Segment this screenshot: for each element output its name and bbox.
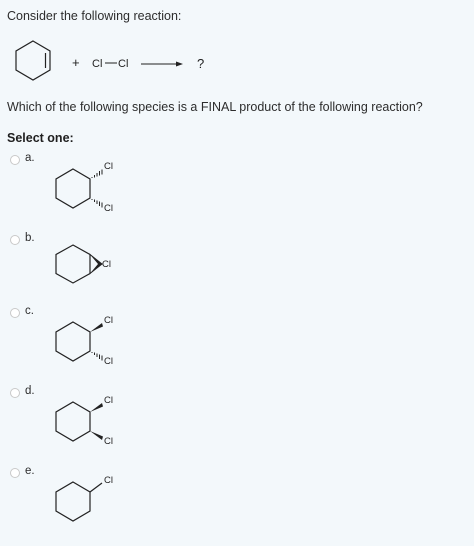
option-a[interactable] [0,152,474,233]
molecule-c [40,308,140,370]
reagent-atom-2: Cl [118,58,129,70]
option-letter-d: d. [25,385,35,397]
chlorine-label-bottom: Cl [104,436,113,447]
chlorine-label-top: Cl [104,161,113,172]
chlorine-label-top: Cl [104,395,113,406]
option-d[interactable] [0,385,474,466]
option-letter-c: c. [25,305,34,317]
hashed-wedge-bottom [92,199,102,208]
molecule-e [40,468,140,530]
solid-wedge-top [90,323,103,332]
cyclohexene-structure [16,41,50,80]
chlorine-label-bottom: Cl [104,203,113,214]
molecule-b [40,235,140,295]
option-letter-e: e. [25,465,35,477]
chloronium-label: Cl [102,259,111,270]
option-letter-a: a. [25,152,35,164]
reagent-atom-1: Cl [92,58,103,70]
wedge-bond-top [90,255,102,265]
question-prompt: Which of the following species is a FINAL product of the following reaction? [7,100,423,114]
reaction-diagram [0,30,474,96]
radio-button-a[interactable] [10,155,20,165]
molecule-a [40,155,140,217]
unknown-product: ? [197,56,205,71]
option-c[interactable] [0,305,474,386]
molecule-d [40,388,140,450]
radio-button-d[interactable] [10,388,20,398]
chlorine-label-top: Cl [104,315,113,326]
solid-wedge-top [90,403,103,412]
reaction-scheme [0,30,474,96]
chlorine-label: Cl [104,475,113,486]
chlorine-label-bottom: Cl [104,356,113,367]
select-one-label: Select one: [7,131,74,145]
plus-sign: + [72,55,80,70]
radio-button-b[interactable] [10,235,20,245]
hashed-wedge-bottom [92,352,102,361]
solid-wedge-bottom [90,431,103,440]
option-e[interactable] [0,465,474,546]
hashed-wedge-top [92,170,102,179]
radio-button-e[interactable] [10,468,20,478]
question-intro: Consider the following reaction: [7,9,182,23]
reaction-arrow-icon [141,62,183,67]
option-b[interactable] [0,232,474,313]
radio-button-c[interactable] [10,308,20,318]
option-letter-b: b. [25,232,35,244]
